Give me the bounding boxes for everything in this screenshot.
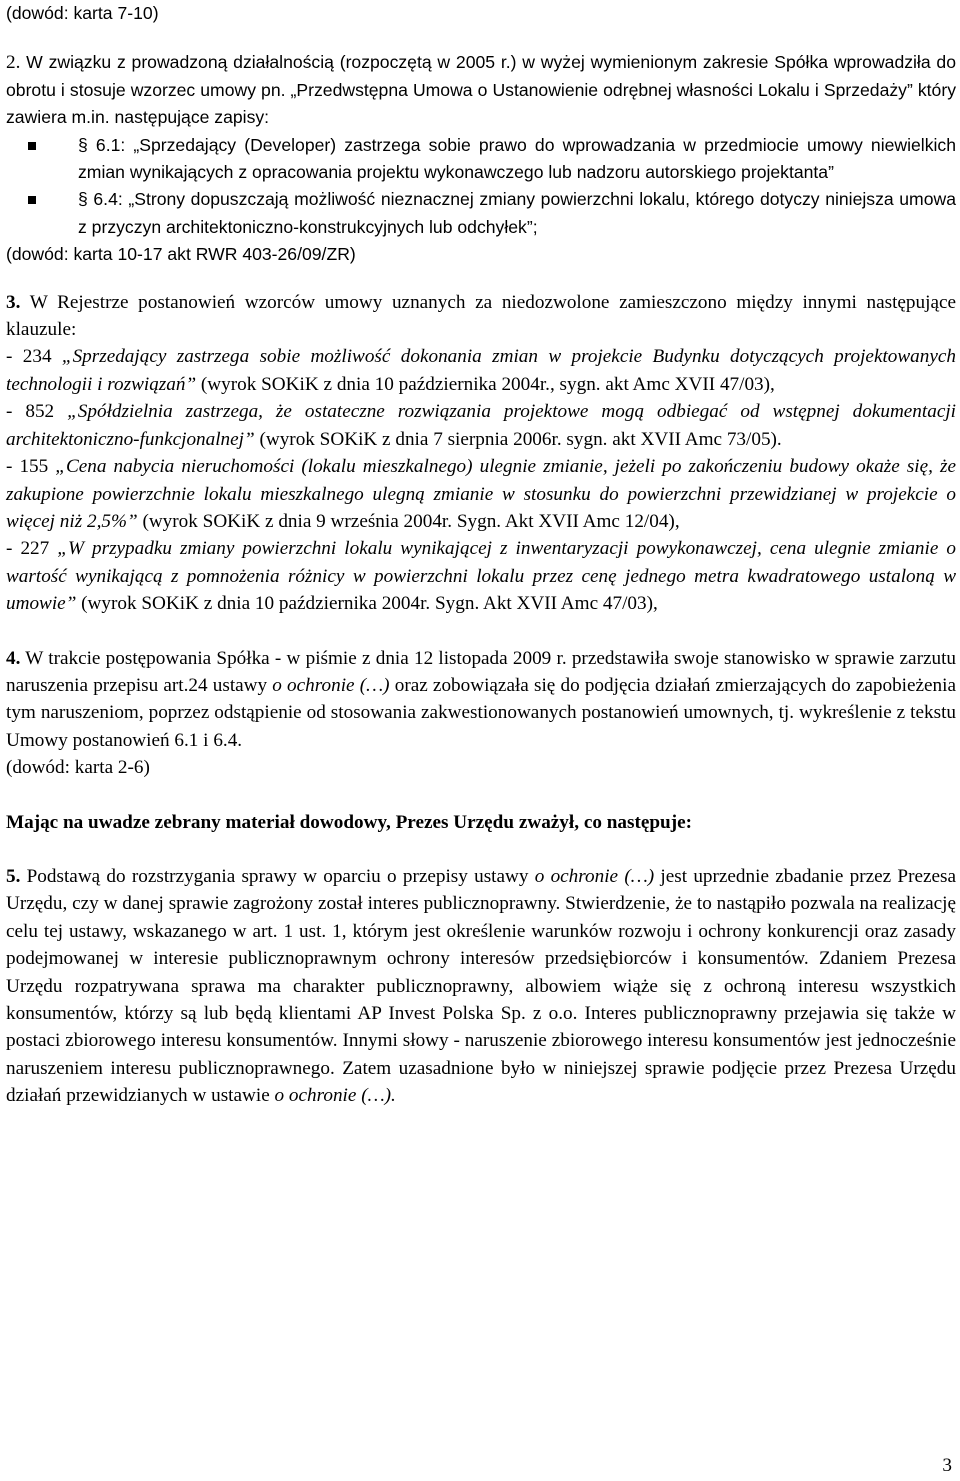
paragraph-5-text-a: Podstawą do rozstrzygania sprawy w oparciu o przepisy ustawy <box>20 865 535 887</box>
clause-234-reference: (wyrok SOKiK z dnia 10 października 2004r., sygn. akt Amc XVII 47/03), <box>196 373 775 395</box>
paragraph-2-number: 2. <box>6 52 21 74</box>
clause-6-4-text: § 6.4: „Strony dopuszczają możliwość nieznacznej zmiany powierzchni lokalu, którego dotyczy niniejsza umowa z przyczyn architektoniczno-konstrukcyjnych lub odchyłek”; <box>78 189 956 237</box>
clause-6-1 <box>6 132 956 187</box>
clause-234-number: - 234 <box>6 346 62 368</box>
evidence-line-7-10: (dowód: karta 7-10) <box>6 3 159 23</box>
clause-234-quote: „Sprzedający zastrzega sobie możliwość dokonania zmian w projekcie Budynku dotyczących projektowanych technologii i rozwiązań” <box>6 346 956 395</box>
paragraph-5-act-name: o ochronie (…) <box>534 865 655 887</box>
section-heading: Mając na uwadze zebrany materiał dowodowy, Prezes Urzędu zważył, co następuje: <box>6 811 693 833</box>
clause-227 <box>6 535 956 617</box>
page-number: 3 <box>942 1454 952 1476</box>
paragraph-4-text-b: oraz zobowiązała się do podjęcia działań zmierzających do zapobieżenia tym naruszeniom, poprzez odstąpienie od stosowania zakwestionowanych postanowień umownych, tj. wykreślenie z tekstu Umowy postanowień 6.1 i 6.4. <box>6 674 956 751</box>
square-bullet-icon <box>28 142 36 150</box>
clause-852-quote: „Spółdzielnia zastrzega, że ostateczne rozwiązania projektowe mogą odbiegać od wstępnej dokumentacji architektoniczno-funkcjonalnej” <box>6 401 957 450</box>
clause-852-number: - 852 <box>6 401 68 423</box>
document-page <box>6 0 956 1110</box>
paragraph-5-text-b: jest uprzednie zbadanie przez Prezesa Urzędu, czy w danej sprawie zagrożony został interes publicznoprawny. Stwierdzenie, że to nastąpiło pozwala na realizację celu tej ustawy, wskazanego w art. 1 ust. 1, którym jest określenie warunków rozwoju i ochrony konkurencji oraz zasady podejmowanej w interesie publicznoprawnym ochrony interesów przedsiębiorców i konsumentów. Zdaniem Prezesa Urzędu rozpatrywana sprawa ma charakter publicznoprawny, albowiem wiąże się z ochroną interesu wszystkich konsumentów, którzy są lub będą klientami AP Invest Polska Sp. z o.o. Interes publicznoprawny przejawia się także w postaci zbiorowego interesu konsumentów. Innymi słowy - naruszenie zbiorowego interesu konsumentów jest jednocześnie naruszeniem interesu publicznoprawnego. Zatem uzasadnione było w niniejszej sprawie podjęcie przez Prezesa Urzędu działań przewidzianych w ustawie <box>6 865 957 1107</box>
paragraph-4-act-name: o ochronie (…) <box>272 674 390 696</box>
clause-852 <box>6 398 956 453</box>
evidence-line-10-17: (dowód: karta 10-17 akt RWR 403-26/09/ZR) <box>6 244 356 265</box>
clause-227-quote: „W przypadku zmiany powierzchni lokalu wynikającej z inwentaryzacji powykonawczej, cena ulegnie zmianie o wartość wynikającą z pomnożenia różnicy w powierzchni lokalu przez cenę jednego metra kwadratowego ustaloną w umowie” <box>6 538 957 615</box>
clause-227-reference: (wyrok SOKiK z dnia 10 października 2004r. Sygn. Akt XVII Amc 47/03), <box>76 593 658 615</box>
paragraph-5 <box>6 863 956 1110</box>
clause-list <box>6 132 956 242</box>
evidence-line-2-6: (dowód: karta 2-6) <box>6 757 150 779</box>
paragraph-5-number: 5. <box>6 865 21 887</box>
paragraph-3-number: 3. <box>6 291 21 313</box>
clause-155-reference: (wyrok SOKiK z dnia 9 września 2004r. Sygn. Akt XVII Amc 12/04), <box>137 510 680 532</box>
paragraph-2 <box>6 49 956 131</box>
paragraph-2-text: W związku z prowadzoną działalnością (rozpoczętą w 2005 r.) w wyżej wymienionym zakresie Spółka wprowadziła do obrotu i stosuje wzorzec umowy pn. „Przedwstępna Umowa o Ustanowienie odrębnej własności Lokalu i Sprzedaży” który zawiera m.in. następujące zapisy: <box>6 52 956 128</box>
paragraph-4-text-a: W trakcie postępowania Spółka - w piśmie z dnia 12 listopada 2009 r. przedstawiła swoje stanowisko w sprawie zarzutu naruszenia przepisu art.24 ustawy <box>6 647 956 696</box>
paragraph-4-number: 4. <box>6 647 21 669</box>
clause-227-number: - 227 <box>6 538 58 560</box>
paragraph-5-act-name-end: o ochronie (…). <box>274 1085 396 1107</box>
clause-155-number: - 155 <box>6 456 56 478</box>
clause-155 <box>6 453 956 535</box>
paragraph-4 <box>6 645 956 755</box>
clause-155-quote: „Cena nabycia nieruchomości (lokalu mieszkalnego) ulegnie zmianie, jeżeli po zakończeniu budowy okaże się, że zakupione powierzchnie lokalu mieszkalnego ulegną zmianie w stosunku do powierzchni przewidzianej w projekcie o więcej niż 2,5%” <box>6 456 956 532</box>
square-bullet-icon <box>28 196 36 204</box>
paragraph-3-text: W Rejestrze postanowień wzorców umowy uznanych za niedozwolone zamieszczono między innymi następujące klauzule: <box>6 291 956 341</box>
paragraph-3 <box>6 289 956 344</box>
clause-234 <box>6 343 956 398</box>
clause-6-1-text: § 6.1: „Sprzedający (Developer) zastrzega sobie prawo do wprowadzania w przedmiocie umowy niewielkich zmian wynikających z opracowania projektu wykonawczego lub nadzoru autorskiego projektanta” <box>78 134 956 183</box>
clause-852-reference: (wyrok SOKiK z dnia 7 sierpnia 2006r. sygn. akt XVII Amc 73/05). <box>254 428 782 450</box>
clause-6-4 <box>6 186 956 241</box>
